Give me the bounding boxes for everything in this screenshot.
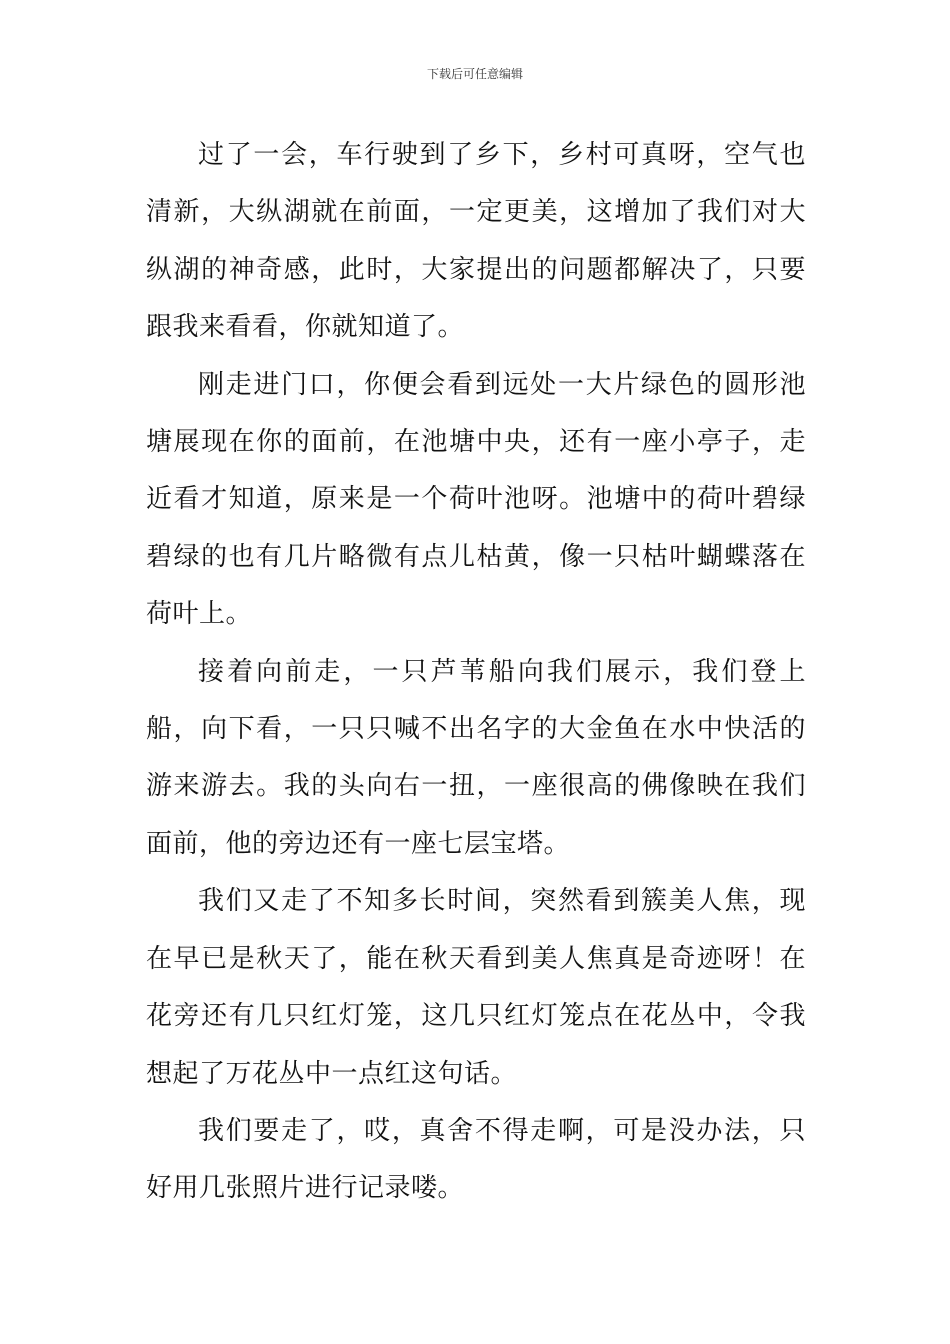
paragraph: 我们又走了不知多长时间，突然看到簇美人焦，现在早已是秋天了，能在秋天看到美人焦真是奇迹呀！在花旁还有几只红灯笼，这几只红灯笼点在花丛中，令我想起了万花丛中一点红这句话。	[146, 886, 806, 1089]
page-header: 下载后可任意编辑	[426, 67, 523, 81]
paragraph: 过了一会，车行驶到了乡下，乡村可真呀，空气也清新，大纵湖就在前面，一定更美，这增加了我们对大纵湖的神奇感，此时，大家提出的问题都解决了，只要跟我来看看，你就知道了。	[146, 140, 806, 343]
paragraph: 接着向前走，一只芦苇船向我们展示，我们登上船，向下看，一只只喊不出名字的大金鱼在水中快活的游来游去。我的头向右一扭，一座很高的佛像映在我们面前，他的旁边还有一座七层宝塔。	[146, 656, 806, 859]
paragraph: 刚走进门口，你便会看到远处一大片绿色的圆形池塘展现在你的面前，在池塘中央，还有一座小亭子，走近看才知道，原来是一个荷叶池呀。池塘中的荷叶碧绿碧绿的也有几片略微有点儿枯黄，像一只枯叶蝴蝶落在荷叶上。	[146, 369, 806, 630]
paragraph: 我们要走了，哎，真舍不得走啊，可是没办法，只好用几张照片进行记录喽。	[146, 1115, 806, 1204]
document-body	[146, 127, 806, 1218]
